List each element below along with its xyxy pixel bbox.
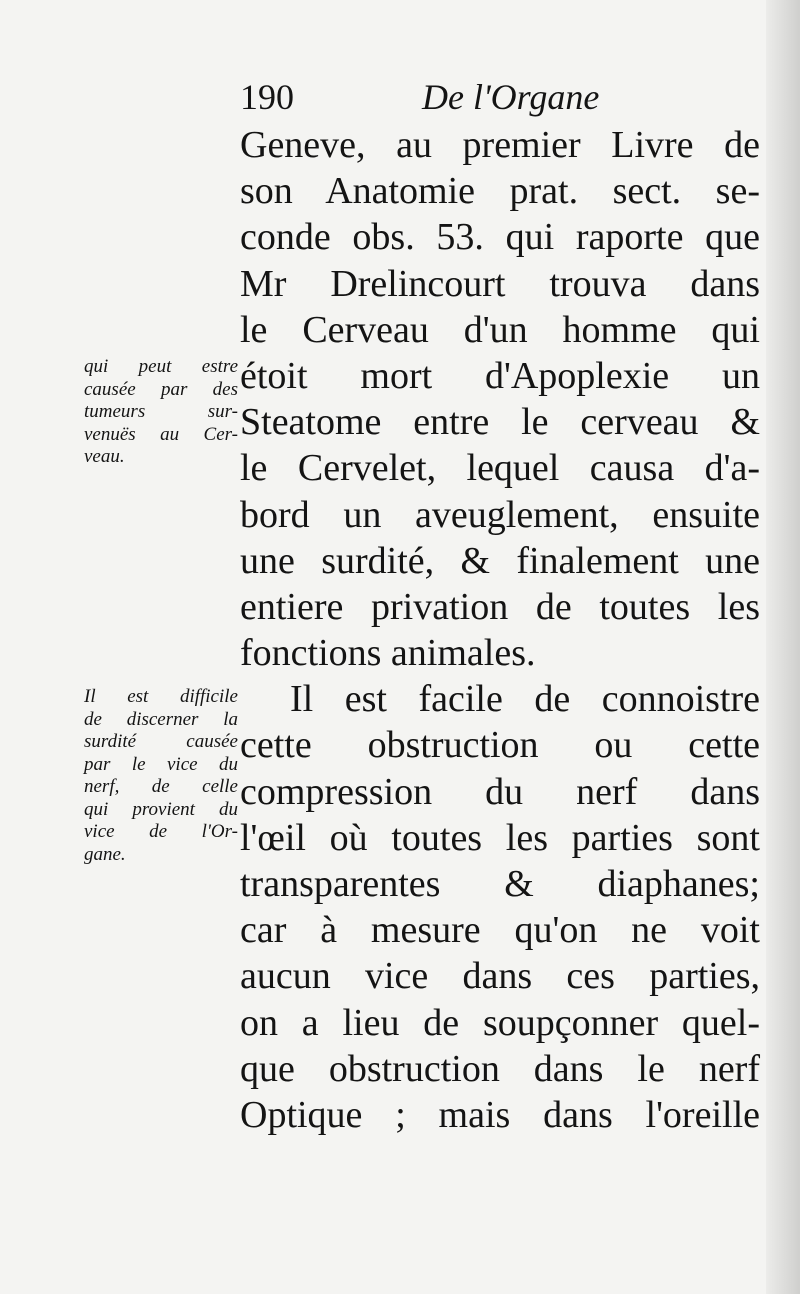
text-line: cette obstruction ou cette <box>240 724 760 767</box>
paragraph-first-line: Il est facile de connoistre <box>290 678 760 721</box>
margin-note-tumeurs <box>84 356 238 469</box>
text-line: Optique ; mais dans l'oreille <box>240 1093 760 1136</box>
margin-note-surdite <box>84 686 238 866</box>
text-line: fonctions animales. <box>240 632 536 675</box>
text-line: le Cervelet, lequel causa d'a- <box>240 447 760 490</box>
text-line: conde obs. 53. qui raporte que <box>240 216 760 259</box>
note-line: tumeurs sur- <box>84 401 238 422</box>
note-line: vice de l'Or- <box>84 821 238 842</box>
text-line: on a lieu de soupçonner quel- <box>240 1001 760 1044</box>
running-head: De l'Organe <box>422 77 600 117</box>
text-line: bord un aveuglement, ensuite <box>240 493 760 536</box>
note-line: nerf, de celle <box>84 776 238 797</box>
note-line: causée par des <box>84 378 238 400</box>
text-line: aucun vice dans ces parties, <box>240 955 760 998</box>
text-line: l'œil où toutes les parties sont <box>240 816 760 859</box>
page-header <box>240 72 760 122</box>
note-line: qui provient du <box>84 798 238 820</box>
text-line: Mr Drelincourt trouva dans <box>240 262 760 305</box>
note-line: gane. <box>84 843 126 865</box>
text-line: entiere privation de toutes les <box>240 585 760 628</box>
text-line: car à mesure qu'on ne voit <box>240 909 760 952</box>
note-line: qui peut estre <box>84 356 238 377</box>
text-line: étoit mort d'Apoplexie un <box>240 354 760 397</box>
note-line: veau. <box>84 446 125 467</box>
body-text <box>240 122 760 1138</box>
text-line: son Anatomie prat. sect. se- <box>240 170 760 213</box>
note-line: venuës au Cer- <box>84 423 238 445</box>
text-line: une surdité, & finalement une <box>240 539 760 582</box>
note-line: par le vice du <box>84 753 238 775</box>
text-line: compression du nerf dans <box>240 770 760 813</box>
note-line: de discerner la <box>84 708 238 730</box>
text-line: que obstruction dans le nerf <box>240 1047 760 1090</box>
page-gutter-shadow <box>766 0 800 1294</box>
note-line: Il est difficile <box>84 686 238 707</box>
text-line: transparentes & diaphanes; <box>240 863 760 905</box>
text-line: Steatome entre le cerveau & <box>240 401 760 444</box>
note-line: surdité causée <box>84 731 238 752</box>
page-number: 190 <box>240 77 294 117</box>
text-line: Geneve, au premier Livre de <box>240 124 760 166</box>
text-line: le Cerveau d'un homme qui <box>240 308 760 351</box>
